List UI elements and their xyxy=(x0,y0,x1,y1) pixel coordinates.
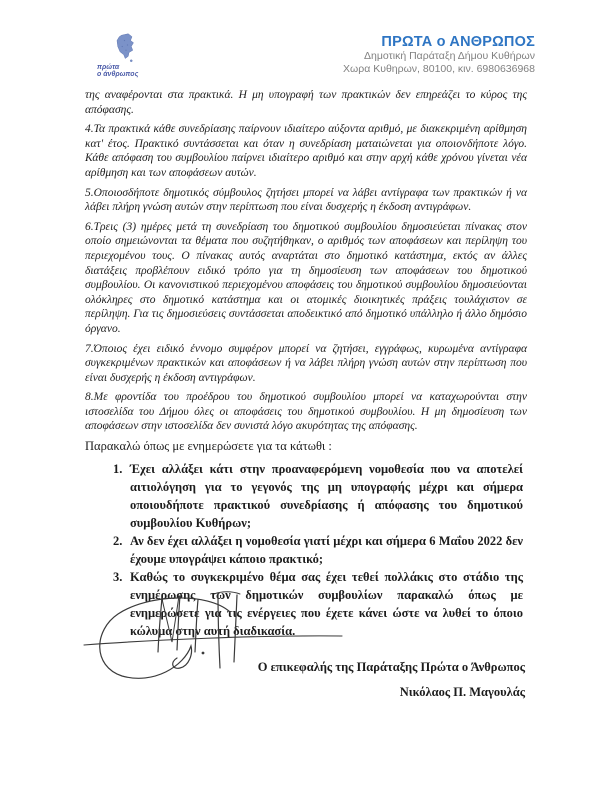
request-line: Παρακαλώ όπως με ενημερώσετε για τα κάτωθι : xyxy=(85,439,332,454)
party-logo xyxy=(97,33,157,81)
party-address: Χωρα Κυθηρων, 80100, κιν. 6980636968 xyxy=(343,62,535,75)
paragraph-4: 4.Τα πρακτικά κάθε συνεδρίασης παίρνουν ιδιαίτερο αύξοντα αριθμό, με διακεκριμένη αρίθμηση κατ' έτος. Πρακτικό συντάσσεται και όταν η συνεδρίαση ματαιώνεται για οποιονδήποτε λόγο. Κάθε απόφαση του συμβουλίου παίρνει ιδιαίτερο αριθμό και στην αρχή κάθε χρόνου γίνεται νέα αρίθμηση και των αποφάσεων αυτών. xyxy=(85,123,527,179)
letterhead xyxy=(343,35,535,75)
list-item-number: 1. xyxy=(113,462,123,477)
list-item xyxy=(113,532,523,568)
list-item-text: Καθώς το συγκεκριμένο θέμα σας έχει τεθεί πολλάκις στο στάδιο της ενημέρωσης των δημοτικών συμβουλίων παρακαλώ όπως με ενημερώσετε για τις ενέργειες που έχετε κάνει ώστε να λυθεί το όποιο κώλυμα στην αυτή διαδικασία. xyxy=(130,570,523,639)
kythira-island-icon xyxy=(97,33,157,63)
list-item xyxy=(113,460,523,532)
list-item-text: Αν δεν έχει αλλάξει η νομοθεσία γιατί μέχρι και σήμερα 6 Μαΐου 2022 δεν έχουμε υπογράψει κάποιο πρακτικό; xyxy=(130,534,523,567)
paragraph-5: 5.Οποιοσδήποτε δημοτικός σύμβουλος ζητήσει μπορεί να λάβει αντίγραφα των πρακτικών ή να λάβει πλήρη γνώση αυτών στην περίπτωση που είναι δυσχερής η έκδοση αντιγράφων. xyxy=(85,186,527,214)
letter-body xyxy=(85,88,527,640)
paragraph-6: 6.Τρεις (3) ημέρες μετά τη συνεδρίαση του δημοτικού συμβουλίου δημοσιεύεται πίνακας στον οποίο σημειώνονται τα θέματα που συζητήθηκαν, ο αριθμός των αποφάσεων και περίληψη του περιεχομένου τους. Ο πίνακας αυτός αναρτάται στο δημοτικό κατάστημα, εκτός αν άλλες διατάξεις προβλέπουν ειδικό τρόπο για τη δημοσίευση των αποφάσεων του δημοτικού συμβουλίου. Οι κανονιστικού περιεχομένου αποφάσεις του δημοτικού συμβουλίου δημοσιεύονται ολόκληρες στο δημοτικό κατάστημα και οι ατομικές διοικητικές πράξεις τουλάχιστον σε περίληψη. Για τις δημοσιεύσεις συντάσσεται αποδεικτικό από δημοτικό υπάλληλο ή άλλο δημόσιο όργανο. xyxy=(85,220,527,335)
signer-name: Νικόλαος Π. Μαγουλάς xyxy=(399,685,525,699)
closing-role: Ο επικεφαλής της Παράταξης Πρώτα ο Άνθρωπος xyxy=(257,660,525,674)
logo-text-line1: πρώτα xyxy=(97,64,120,71)
party-title: ΠΡΩΤΑ ο ΑΝΘΡΩΠΟΣ xyxy=(381,34,535,50)
list-item-number: 3. xyxy=(113,570,123,585)
party-subtitle: Δημοτική Παράταξη Δήμου Κυθήρων xyxy=(364,50,535,62)
list-item-number: 2. xyxy=(113,534,123,549)
paragraph-8: 8.Με φροντίδα του προέδρου του δημοτικού συμβουλίου μπορεί να καταχωρούνται στην ιστοσελίδα του Δήμου όλες οι αποφάσεις του δημοτικού συμβουλίου. Η μη δημοσίευση των αποφάσεων στην ιστοσελίδα δεν συνιστά λόγο ακυρότητας της απόφασης. xyxy=(85,391,527,433)
paragraph-continuation: της αναφέρονται στα πρακτικά. Η μη υπογραφή των πρακτικών δεν επηρεάζει το κύρος της απόφασης. xyxy=(85,89,527,116)
logo-text-line2: ο άνθρωπος xyxy=(97,71,139,78)
list-item-text: Έχει αλλάξει κάτι στην προαναφερόμενη νομοθεσία που να αποτελεί αιτιολόγηση για το γεγονός της μη υπογραφής μέχρι και σήμερα οποιουδήποτε πρακτικού συνεδρίασης ή απόφασης του δημοτικού συμβουλίου Κυθήρων; xyxy=(130,462,523,531)
paragraph-7: 7.Όποιος έχει ειδικό έννομο συμφέρον μπορεί να ζητήσει, εγγράφως, κυρωμένα αντίγραφα συγκεκριμένων πρακτικών και αποφάσεων ή να λάβει πλήρη γνώση αυτών στην περίπτωση που είναι δυσχερής η έκδοση αντιγράφων. xyxy=(85,342,527,384)
closing-block xyxy=(258,661,525,699)
